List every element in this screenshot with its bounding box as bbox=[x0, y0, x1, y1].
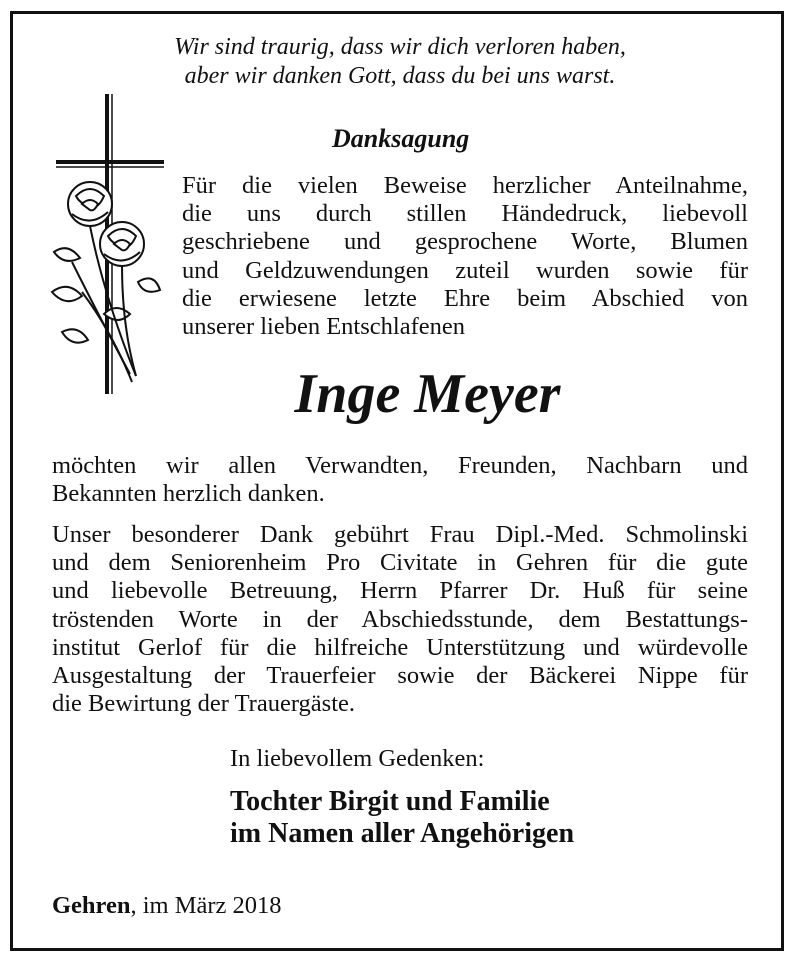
text-line: Bekannten herzlich danken. bbox=[52, 480, 325, 508]
cross-with-roses-icon bbox=[42, 92, 172, 402]
text-line: geschriebene und gesprochene Worte, Blumen bbox=[182, 228, 748, 256]
text-line: Ausgestaltung der Trauerfeier sowie der Bäckerei Nippe für bbox=[52, 661, 748, 689]
text-line: und Geldzuwendungen zuteil wurden sowie für bbox=[182, 256, 748, 284]
text-line: die erwiesene letzte Ehre beim Abschied von bbox=[182, 284, 748, 312]
heading: Danksagung bbox=[332, 124, 470, 153]
special-thanks-paragraph bbox=[52, 521, 748, 718]
text-line: Unser besonderer Dank gebührt Frau Dipl.-Med. Schmolinski bbox=[52, 521, 748, 548]
place-date: , im März 2018 bbox=[130, 892, 282, 919]
intro-paragraph bbox=[182, 172, 748, 341]
text-line: die uns durch stillen Händedruck, liebevoll bbox=[182, 200, 748, 228]
motto bbox=[0, 33, 800, 91]
motto-line-1: Wir sind traurig, dass wir dich verloren haben, bbox=[174, 34, 626, 60]
text-line: möchten wir allen Verwandten, Freunden, Nachbarn und bbox=[52, 452, 748, 479]
text-line: die Bewirtung der Trauergäste. bbox=[52, 690, 356, 718]
signature bbox=[230, 786, 574, 850]
thanks-paragraph bbox=[52, 452, 748, 508]
signature-line-1: Tochter Birgit und Familie bbox=[230, 786, 550, 817]
motto-line-2: aber wir danken Gott, dass du bei uns warst. bbox=[184, 63, 616, 89]
text-line: unserer lieben Entschlafenen bbox=[182, 312, 465, 340]
deceased-name: Inge Meyer bbox=[294, 363, 561, 425]
place-town: Gehren bbox=[52, 892, 131, 919]
text-line: institut Gerlof für die hilfreiche Unterstützung und würdevolle bbox=[52, 633, 748, 661]
text-line: tröstenden Worte in der Abschiedsstunde, dem Bestattungs- bbox=[52, 605, 748, 633]
signature-line-2: im Namen aller Angehörigen bbox=[230, 818, 575, 849]
text-line: und liebevolle Betreuung, Herrn Pfarrer Dr. Huß für seine bbox=[52, 577, 748, 605]
text-line: und dem Seniorenheim Pro Civitate in Gehren für die gute bbox=[52, 549, 748, 577]
closing-line: In liebevollem Gedenken: bbox=[230, 745, 485, 772]
place-and-date bbox=[52, 892, 282, 920]
text-line: Für die vielen Beweise herzlicher Anteilnahme, bbox=[182, 172, 748, 199]
